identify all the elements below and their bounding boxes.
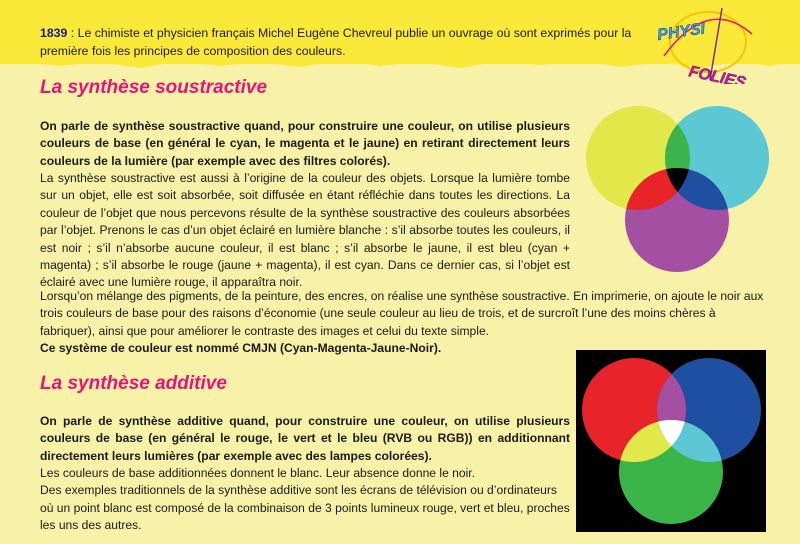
logo-word-2: FOLIES bbox=[687, 63, 748, 84]
logo-word-1: PHYSI bbox=[656, 20, 707, 44]
additive-lead-text: On parle de synthèse additive quand, pour construire une couleur, on utilise plusieurs couleurs de base (en général le rouge, le vert et le bleu (RVB ou RGB)) en additionnant directement leurs lumières (par exemple avec des lampes colorées). bbox=[40, 414, 570, 463]
cmjn-sentence: Ce système de couleur est nommé CMJN (Cyan-Magenta-Jaune-Noir). bbox=[40, 341, 442, 356]
additive-lead bbox=[40, 413, 570, 465]
additive-heading: La synthèse additive bbox=[40, 373, 227, 394]
physifolies-logo bbox=[652, 6, 764, 84]
additive-body-1: Les couleurs de base additionnées donnent le blanc. Leur absence donne le noir. bbox=[40, 466, 476, 480]
subtractive-lead-text: On parle de synthèse soustractive quand, pour construire une couleur, on utilise plusieurs couleurs de base (en général le cyan, le magenta et le jaune) en retirant directement leurs couleurs de la lumière (par exemple avec des filtres colorés). bbox=[40, 119, 570, 168]
intro-text bbox=[40, 24, 650, 60]
subtractive-tail-text: Lorsqu’on mélange des pigments, de la peinture, des encres, on réalise une synthèse soustractive. En imprimerie, on ajoute le noir aux trois couleurs de base pour des raisons d’économie (une seule couleur au lieu de trois, et de surcroît l’une des moins chères à fabriquer), ainsi que pour améliorer le contraste des images et celui du texte simple. bbox=[40, 289, 764, 338]
subtractive-lead bbox=[40, 118, 570, 170]
additive-body bbox=[40, 465, 570, 535]
intro-year: 1839 bbox=[40, 26, 68, 41]
intro-sentence: : Le chimiste et physicien français Michel Eugène Chevreul publie un ouvrage où sont exprimés pour la première fois les principes de composition des couleurs. bbox=[40, 26, 632, 59]
additive-body-2: Des exemples traditionnels de la synthèse additive sont les écrans de télévision ou d’ordinateurs où un point blanc est composé de la combinaison de 3 points lumineux rouge, vert et bleu, proches les uns des autres. bbox=[40, 483, 570, 533]
additive-diagram bbox=[576, 350, 766, 532]
subtractive-heading: La synthèse soustractive bbox=[40, 77, 268, 98]
subtractive-diagram bbox=[583, 100, 771, 276]
subtractive-tail bbox=[40, 288, 765, 358]
subtractive-body: La synthèse soustractive est aussi à l’origine de la couleur des objets. Lorsque la lumière tombe sur un objet, elle est soit absorbée, soit diffusée en étant réfléchie dans toutes les directions. La couleur de l’objet que nous percevons résulte de la synthèse soustractive des couleurs absorbées par l’objet. Prenons le cas d’un objet éclairé en lumière blanche : s’il absorbe toutes les couleurs, il est noir ; s’il n’absorbe aucune couleur, il est blanc ; s’il absorbe le jaune, il est bleu (cyan + magenta) ; s’il absorbe le rouge (jaune + magenta), il est cyan. Dans ce dernier cas, si l’objet est éclairé avec une lumière rouge, il apparaîtra noir. bbox=[40, 171, 570, 290]
